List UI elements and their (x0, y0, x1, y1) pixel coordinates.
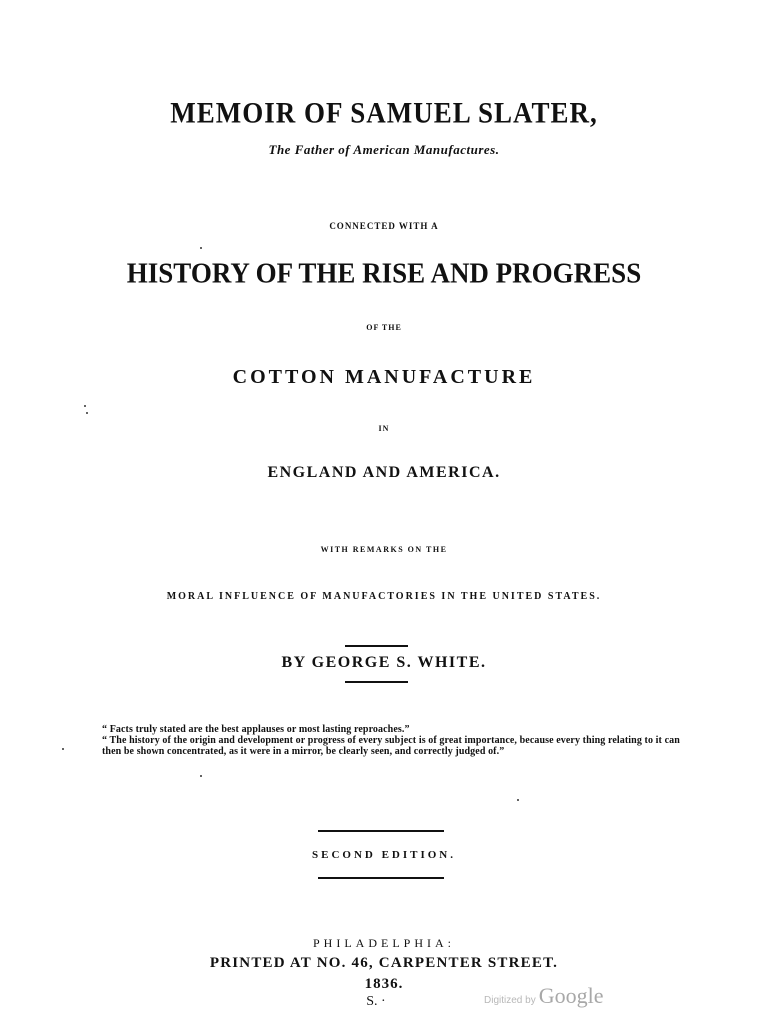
moral-influence-line: MORAL INFLUENCE OF MANUFACTORIES IN THE UNITED STATES. (166, 591, 602, 602)
handwritten-mark: S. · (366, 994, 386, 1009)
edition-rule-bottom (318, 877, 444, 879)
epigraph-quote-2: “ The history of the origin and development or progress of every subject is of great importance, because every thing relating to it can then be shown concentrated, as it were in a mirror, be clearly seen, and correctly judged of.” (102, 735, 680, 757)
edition-line: SECOND EDITION. (311, 849, 457, 861)
history-heading: HISTORY OF THE RISE AND PROGRESS (126, 257, 642, 289)
ink-speck (200, 247, 202, 249)
connected-with-line: CONNECTED WITH A (329, 221, 439, 231)
ink-speck (86, 412, 88, 414)
google-digitized-watermark (484, 983, 644, 1011)
imprint-city: PHILADELPHIA: (313, 936, 455, 950)
digitized-by-text: Digitized by (484, 995, 536, 1006)
in-line: IN (378, 424, 390, 433)
edition-rule-top (318, 830, 444, 832)
author-line: BY GEORGE S. WHITE. (281, 654, 487, 671)
cotton-manufacture-heading: COTTON MANUFACTURE (232, 366, 536, 388)
imprint-year: 1836. (364, 976, 404, 992)
book-subtitle: The Father of American Manufactures. (268, 142, 500, 157)
google-logo: Google (538, 983, 604, 1008)
author-rule-bottom (345, 681, 408, 683)
epigraph-quote-1: “ Facts truly stated are the best applauses or most lasting reproaches.” (102, 724, 410, 735)
epigraph (90, 724, 680, 757)
book-title: MEMOIR OF SAMUEL SLATER, (170, 96, 598, 130)
of-the-line: OF THE (366, 323, 402, 332)
ink-speck (62, 748, 64, 750)
ink-speck (200, 775, 202, 777)
imprint-printer: PRINTED AT NO. 46, CARPENTER STREET. (209, 955, 559, 971)
author-rule-top (345, 645, 408, 647)
ink-speck (84, 405, 86, 407)
ink-speck (517, 799, 519, 801)
england-america-heading: ENGLAND AND AMERICA. (267, 464, 501, 481)
with-remarks-line: WITH REMARKS ON THE (320, 545, 448, 554)
